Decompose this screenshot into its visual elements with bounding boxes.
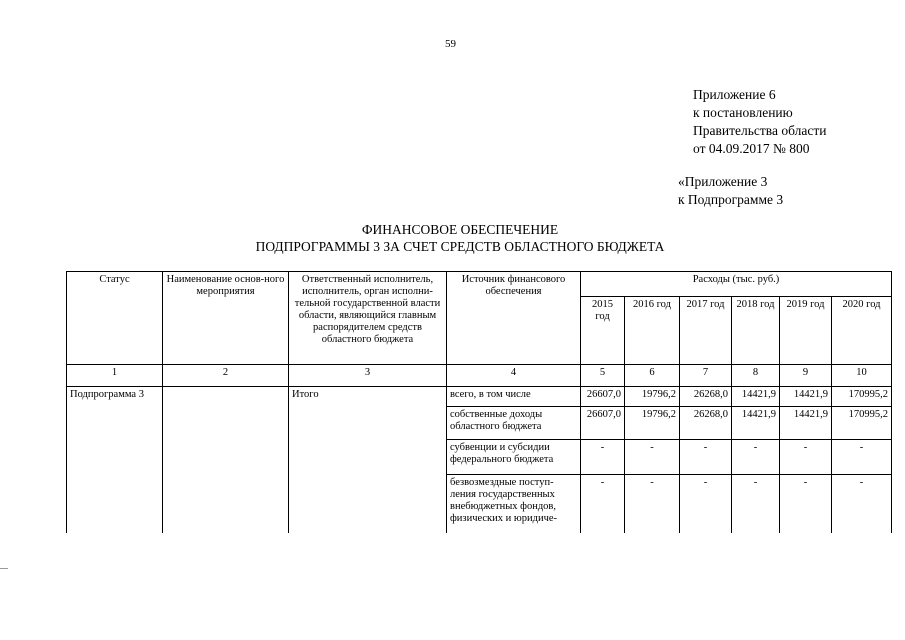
column-number: 6	[625, 365, 680, 387]
value-cell: -	[732, 475, 780, 534]
header-status: Статус	[67, 272, 163, 365]
value-cell: 170995,2	[832, 387, 892, 407]
appendix-inner-block	[678, 173, 783, 209]
column-number: 4	[447, 365, 581, 387]
appendix-inner-line: «Приложение 3	[678, 174, 768, 189]
header-source: Источник финансового обеспечения	[447, 272, 581, 365]
value-cell: 170995,2	[832, 407, 892, 440]
header-year: 2019 год	[780, 297, 832, 365]
column-number: 8	[732, 365, 780, 387]
event-name-cell	[163, 387, 289, 534]
column-number: 2	[163, 365, 289, 387]
column-number: 3	[289, 365, 447, 387]
column-number-row	[67, 365, 892, 387]
header-executor: Ответственный исполнитель, исполнитель, орган исполни-тельной государственной власти области, являющийся главным распорядителем средств областного бюджета	[289, 272, 447, 365]
value-cell: 14421,9	[780, 387, 832, 407]
value-cell: 26268,0	[680, 407, 732, 440]
appendix-line: к постановлению	[693, 105, 793, 120]
header-year: 2015 год	[581, 297, 625, 365]
source-cell: всего, в том числе	[447, 387, 581, 407]
value-cell: -	[625, 440, 680, 475]
value-cell: -	[680, 440, 732, 475]
value-cell: 19796,2	[625, 407, 680, 440]
source-cell: собственные доходы областного бюджета	[447, 407, 581, 440]
table-row	[67, 387, 892, 407]
value-cell: -	[732, 440, 780, 475]
header-year: 2017 год	[680, 297, 732, 365]
value-cell: -	[832, 440, 892, 475]
status-cell: Подпрограмма 3	[67, 387, 163, 534]
column-number: 5	[581, 365, 625, 387]
value-cell: 26268,0	[680, 387, 732, 407]
header-event-name: Наименование основ-ного мероприятия	[163, 272, 289, 365]
value-cell: 19796,2	[625, 387, 680, 407]
value-cell: -	[680, 475, 732, 534]
value-cell: 26607,0	[581, 387, 625, 407]
appendix-line: Правительства области	[693, 123, 827, 138]
column-number: 1	[67, 365, 163, 387]
value-cell: -	[625, 475, 680, 534]
page-number: 59	[445, 38, 456, 50]
source-cell: безвозмездные поступ-ления государственных внебюджетных фондов, физических и юридиче-	[447, 475, 581, 534]
value-cell: -	[780, 440, 832, 475]
title-line-1: ФИНАНСОВОЕ ОБЕСПЕЧЕНИЕ	[361, 222, 559, 237]
value-cell: -	[832, 475, 892, 534]
document-title	[150, 221, 770, 255]
appendix-line: от 04.09.2017 № 800	[693, 141, 810, 156]
column-number: 7	[680, 365, 732, 387]
value-cell: 14421,9	[780, 407, 832, 440]
value-cell: -	[581, 440, 625, 475]
value-cell: 14421,9	[732, 387, 780, 407]
value-cell: -	[780, 475, 832, 534]
appendix-inner-line: к Подпрограмме 3	[678, 192, 784, 207]
column-number: 10	[832, 365, 892, 387]
source-cell: субвенции и субсидии федерального бюджета	[447, 440, 581, 475]
financing-table	[66, 271, 892, 533]
appendix-block	[693, 86, 826, 158]
appendix-line: Приложение 6	[693, 87, 776, 102]
header-year: 2016 год	[625, 297, 680, 365]
header-row	[67, 272, 892, 297]
value-cell: 14421,9	[732, 407, 780, 440]
executor-cell: Итого	[289, 387, 447, 534]
column-number: 9	[780, 365, 832, 387]
scan-artifact	[0, 568, 8, 569]
value-cell: 26607,0	[581, 407, 625, 440]
title-line-2: ПОДПРОГРАММЫ 3 ЗА СЧЕТ СРЕДСТВ ОБЛАСТНОГО БЮДЖЕТА	[255, 239, 665, 254]
header-year: 2018 год	[732, 297, 780, 365]
value-cell: -	[581, 475, 625, 534]
header-expenses: Расходы (тыс. руб.)	[581, 272, 892, 297]
header-year: 2020 год	[832, 297, 892, 365]
